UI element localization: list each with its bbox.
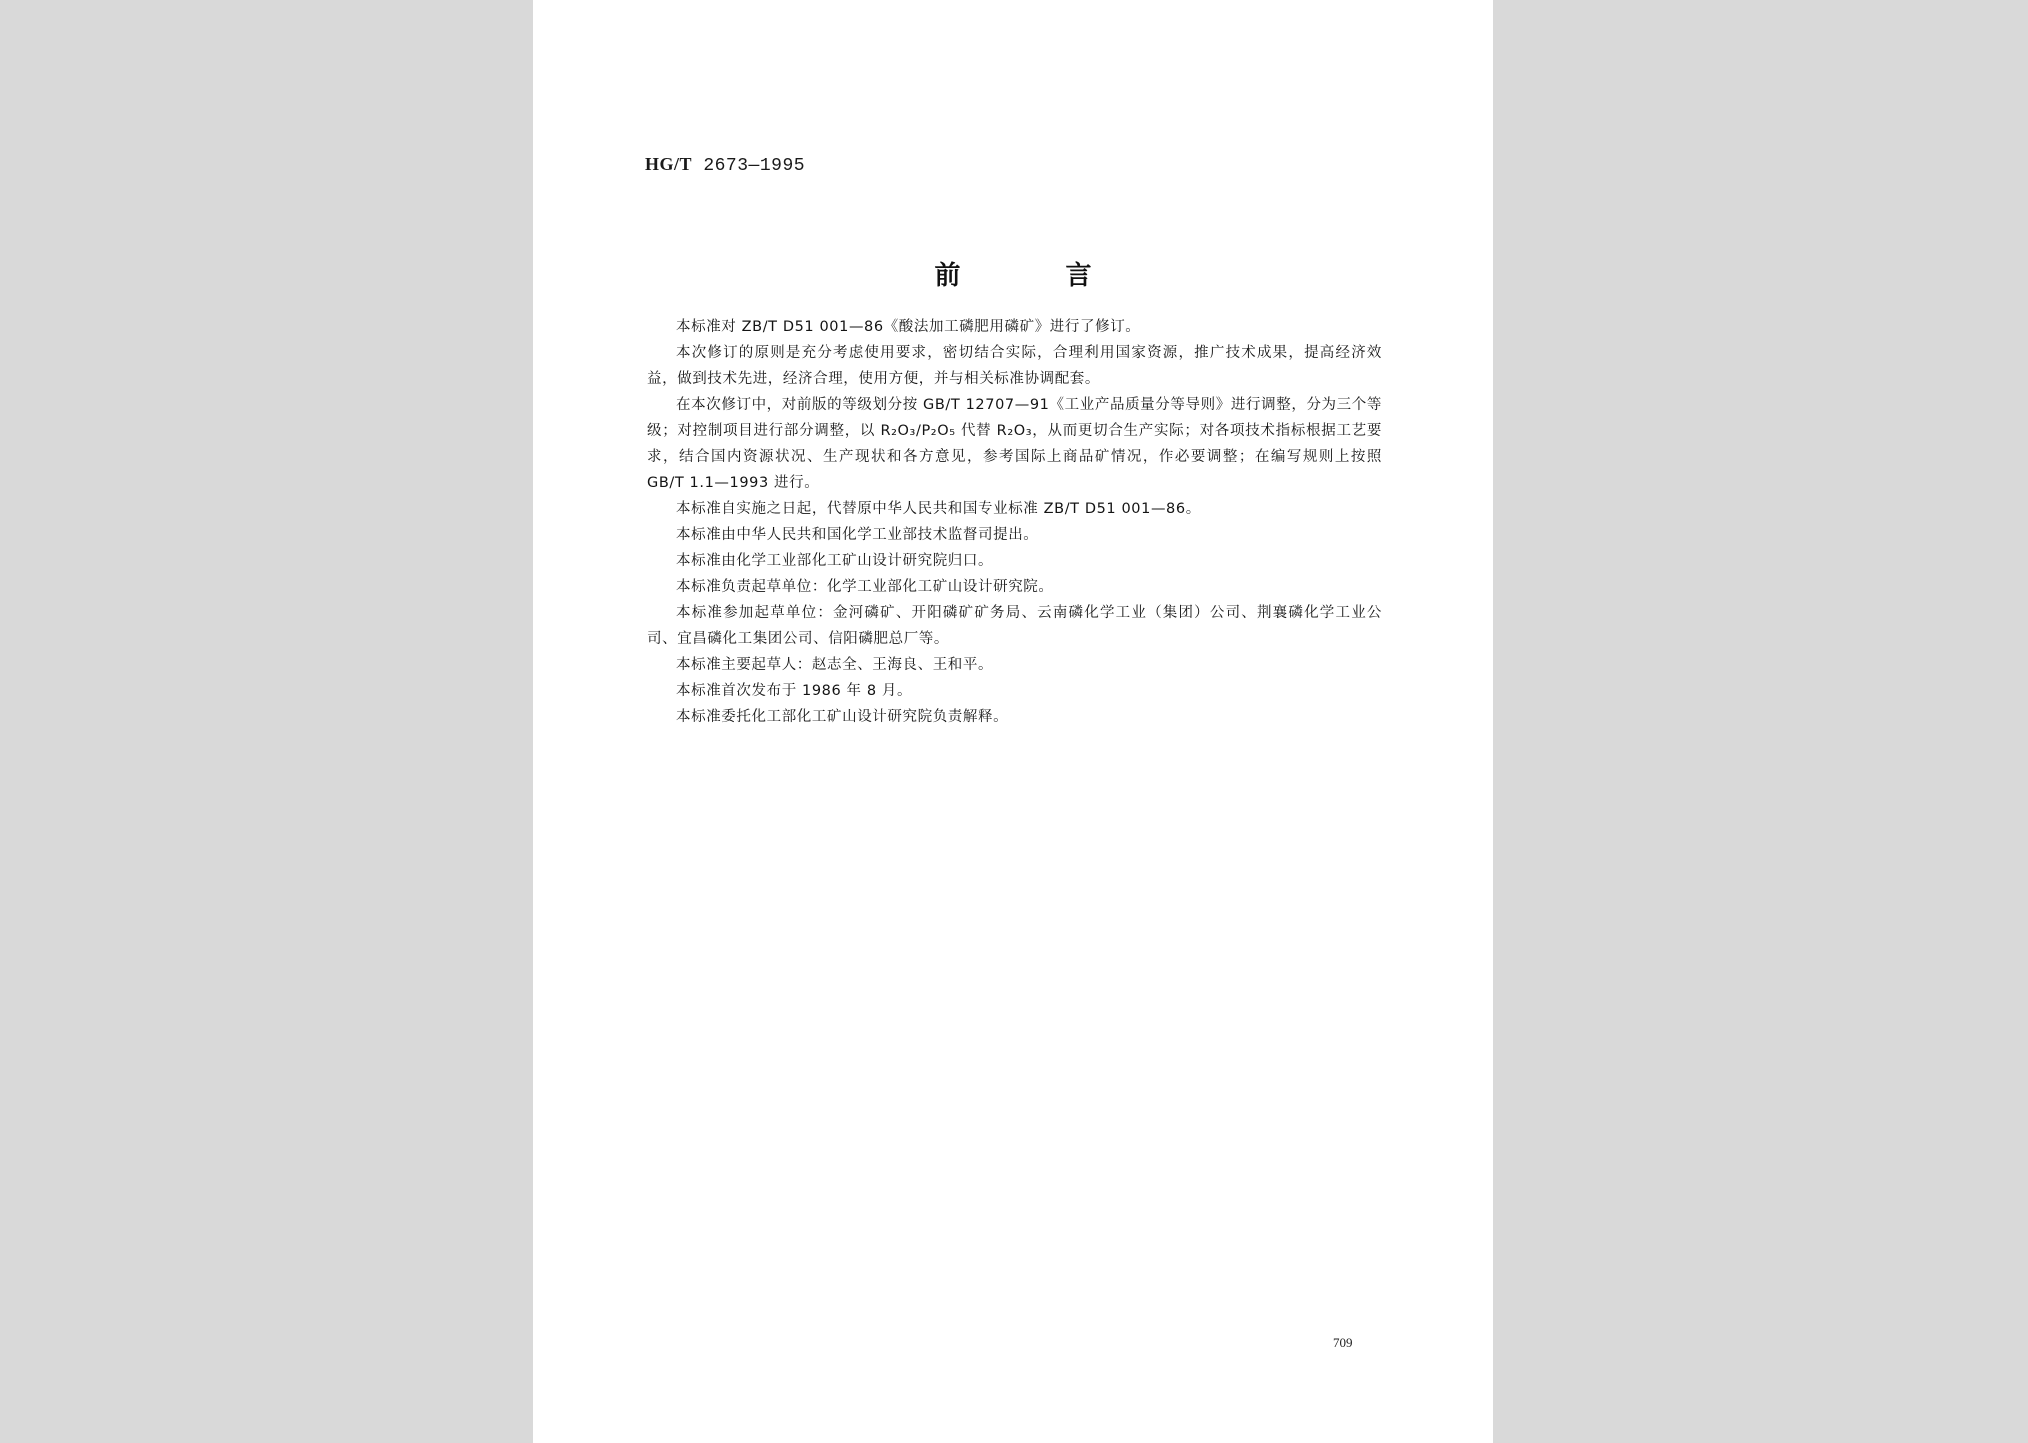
standard-number: 2673—1995 <box>703 156 806 176</box>
page-number: 709 <box>1333 1335 1353 1350</box>
paragraph: 本标准委托化工部化工矿山设计研究院负责解释。 <box>676 709 1009 725</box>
foreword-body <box>647 314 1382 730</box>
standard-header <box>645 154 805 176</box>
document-page <box>533 0 1493 1443</box>
paragraph: 本标准对 ZB/T D51 001—86《酸法加工磷肥用磷矿》进行了修订。 <box>676 319 1141 335</box>
paragraph: 本标准首次发布于 1986 年 8 月。 <box>676 683 913 699</box>
paragraph: 本标准由化学工业部化工矿山设计研究院归口。 <box>676 553 994 569</box>
paragraph: 本次修订的原则是充分考虑使用要求，密切结合实际，合理利用国家资源，推广技术成果，提高经济效益，做到技术先进，经济合理，使用方便，并与相关标准协调配套。 <box>647 345 1382 387</box>
paragraph: 本标准自实施之日起，代替原中华人民共和国专业标准 ZB/T D51 001—86。 <box>676 501 1201 517</box>
paragraph: 本标准由中华人民共和国化学工业部技术监督司提出。 <box>676 527 1039 543</box>
paragraph: 本标准参加起草单位：金河磷矿、开阳磷矿矿务局、云南磷化学工业（集团）公司、荆襄磷化学工业公司、宜昌磷化工集团公司、信阳磷肥总厂等。 <box>647 605 1382 647</box>
paragraph: 在本次修订中，对前版的等级划分按 GB/T 12707—91《工业产品质量分等导则》进行调整，分为三个等级；对控制项目进行部分调整，以 R₂O₃/P₂O₅ 代替 R₂O₃，从而更切合生产实际；对各项技术指标根据工艺要求，结合国内资源状况、生产现状和各方意见，参考国际上商品矿情况，作必要调整；在编写规则上按照 GB/T 1.1—1993 进行。 <box>647 397 1382 491</box>
paragraph: 本标准负责起草单位：化学工业部化工矿山设计研究院。 <box>676 579 1054 595</box>
page-title: 前 言 <box>934 261 1140 291</box>
standard-code: HG/T <box>645 154 693 174</box>
paragraph: 本标准主要起草人：赵志全、王海良、王和平。 <box>676 657 994 673</box>
